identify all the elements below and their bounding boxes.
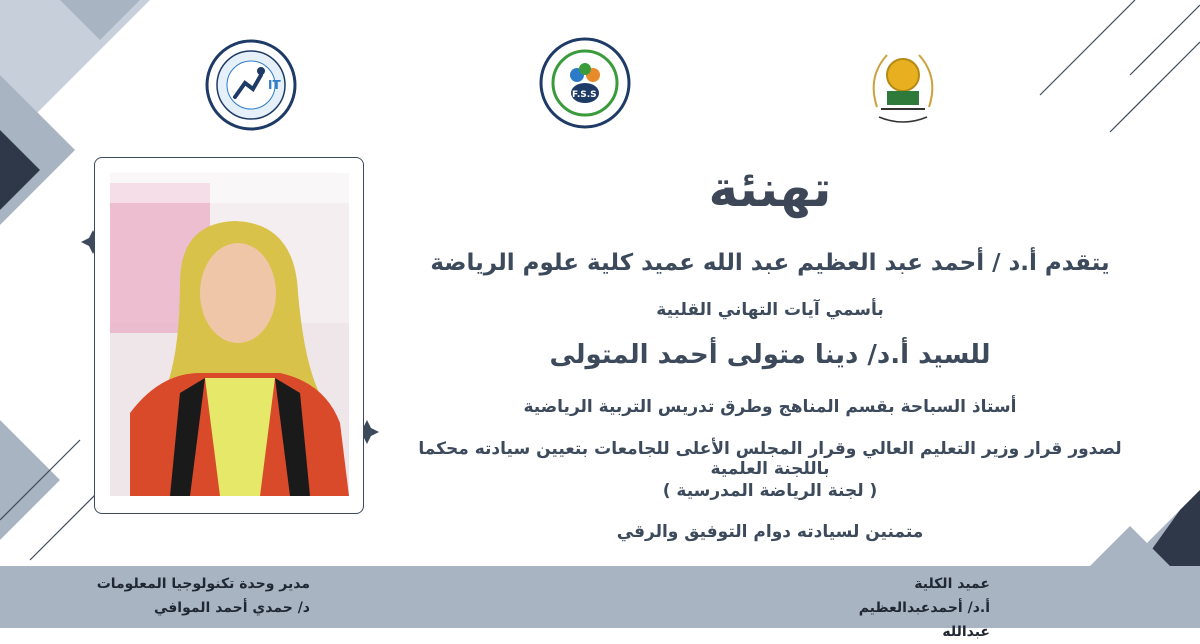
faculty-of-sports-science-logo (539, 37, 631, 129)
wishes-line: متمنين لسيادته دوام التوفيق والرقي (616, 522, 924, 542)
logo-initials: F.S.S (572, 90, 597, 100)
dean-signature (820, 572, 990, 644)
position-line: أستاذ السباحة بقسم المناهج وطرق تدريس التربية الرياضية (523, 397, 1017, 417)
it-director-signature (90, 572, 310, 620)
sports-technology-unit-logo (205, 39, 297, 131)
card-title: تهنئة (708, 160, 832, 218)
presenter-line: يتقدم أ.د / أحمد عبد العظيم عبد الله عميد كلية علوم الرياضة (430, 250, 1110, 276)
signature-name: د/ حمدي أحمد الموافي (153, 600, 310, 616)
greeting-line: بأسمي آيات التهاني القلبية (656, 300, 884, 320)
honoree-photo (110, 173, 349, 496)
honoree-name: للسيد أ.د/ دينا متولى أحمد المتولى (549, 340, 991, 370)
committee-line: ( لجنة الرياضة المدرسية ) (662, 481, 878, 501)
reason-line: لصدور قرار وزير التعليم العالي وقرار المجلس الأعلى للجامعات بتعيين سيادته محكما باللجنة العلمية (418, 439, 1122, 479)
signature-title: عميد الكلية (914, 576, 990, 592)
signature-title: مدير وحدة تكنولوجيا المعلومات (96, 576, 310, 592)
mansoura-university-logo (857, 37, 949, 129)
signature-name: أ.د/ أحمدعبدالعظيم عبدالله (858, 600, 990, 640)
logo-initials: IT (268, 78, 281, 92)
